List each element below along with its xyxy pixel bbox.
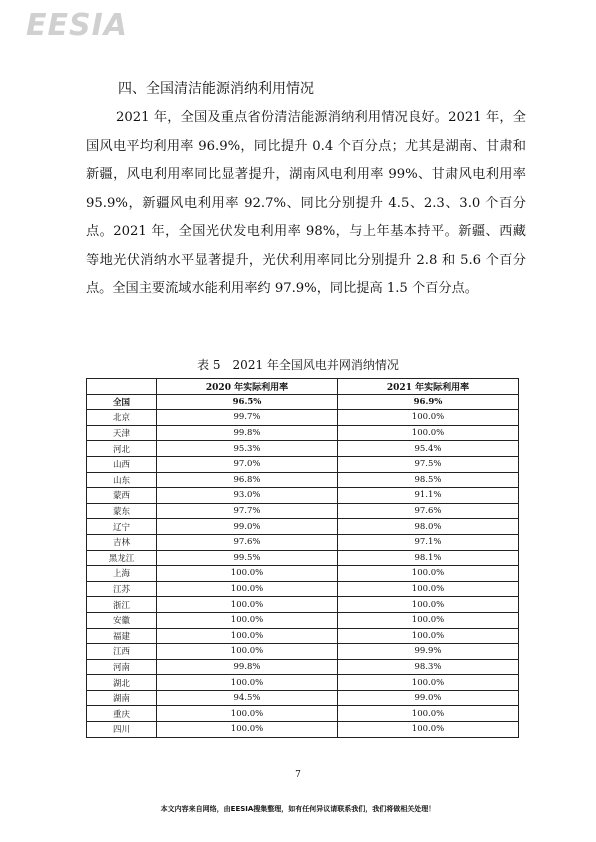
table-caption: 表 5 2021 年全国风电并网消纳情况 <box>197 358 399 372</box>
cell-2021: 96.9% <box>338 394 519 410</box>
table-row <box>87 488 519 504</box>
cell-region: 江西 <box>87 644 157 660</box>
cell-region: 天津 <box>87 425 157 441</box>
table-row <box>87 597 519 613</box>
table-row <box>87 425 519 441</box>
table-row <box>87 394 519 410</box>
table-row <box>87 503 519 519</box>
cell-2021: 98.0% <box>338 519 519 535</box>
cell-2021: 98.1% <box>338 550 519 566</box>
cell-region: 蒙东 <box>87 503 157 519</box>
cell-region: 山西 <box>87 456 157 472</box>
cell-2020: 96.8% <box>157 472 338 488</box>
cell-2020: 99.5% <box>157 550 338 566</box>
table-row <box>87 659 519 675</box>
cell-2020: 97.6% <box>157 534 338 550</box>
table-body <box>87 394 519 737</box>
table-row <box>87 550 519 566</box>
table-row <box>87 472 519 488</box>
cell-2021: 100.0% <box>338 722 519 738</box>
section-heading: 四、全国清洁能源消纳利用情况 <box>118 81 314 97</box>
table-row <box>87 690 519 706</box>
cell-region: 重庆 <box>87 706 157 722</box>
cell-region: 全国 <box>87 394 157 410</box>
cell-2021: 97.1% <box>338 534 519 550</box>
cell-region: 安徽 <box>87 612 157 628</box>
cell-region: 北京 <box>87 410 157 426</box>
cell-2021: 100.0% <box>338 675 519 691</box>
table-row <box>87 441 519 457</box>
cell-2020: 99.0% <box>157 519 338 535</box>
table-row <box>87 644 519 660</box>
cell-region: 山东 <box>87 472 157 488</box>
cell-region: 福建 <box>87 628 157 644</box>
footer-disclaimer: 本文内容来自网络，由EESIA搜集整理，如有任何异议请联系我们，我们将做相关处理！ <box>160 805 436 813</box>
cell-2021: 95.4% <box>338 441 519 457</box>
cell-2021: 98.5% <box>338 472 519 488</box>
body-paragraph <box>86 104 526 304</box>
cell-region: 河南 <box>87 659 157 675</box>
cell-2020: 100.0% <box>157 722 338 738</box>
table-row <box>87 410 519 426</box>
cell-2020: 100.0% <box>157 706 338 722</box>
cell-2020: 96.5% <box>157 394 338 410</box>
table-row <box>87 456 519 472</box>
header-region <box>87 379 157 395</box>
cell-2020: 100.0% <box>157 612 338 628</box>
cell-2021: 100.0% <box>338 581 519 597</box>
table-row <box>87 722 519 738</box>
cell-2020: 94.5% <box>157 690 338 706</box>
cell-region: 上海 <box>87 566 157 582</box>
cell-region: 四川 <box>87 722 157 738</box>
cell-2020: 99.8% <box>157 425 338 441</box>
table-row <box>87 628 519 644</box>
cell-2021: 100.0% <box>338 612 519 628</box>
cell-region: 河北 <box>87 441 157 457</box>
cell-2020: 100.0% <box>157 675 338 691</box>
header-2021: 2021 年实际利用率 <box>338 379 519 395</box>
header-2020: 2020 年实际利用率 <box>157 379 338 395</box>
cell-2021: 100.0% <box>338 628 519 644</box>
cell-2020: 97.7% <box>157 503 338 519</box>
cell-region: 浙江 <box>87 597 157 613</box>
cell-2021: 97.6% <box>338 503 519 519</box>
table-row <box>87 581 519 597</box>
body-paragraph-text: 2021 年，全国及重点省份清洁能源消纳利用情况良好。2021 年，全国风电平均利用率 96.9%，同比提升 0.4 个百分点；尤其是湖南、甘肃和新疆，风电利用率同比显著提升，湖南风电利用率 99%、甘肃风电利用率 95.9%，新疆风电利用率 92.7%、同比分别提升 4.5、2.3、3.0 个百分点。2021 年，全国光伏发电利用率 98%，与上年基本持平。新疆、西藏等地光伏消纳水平显著提升，光伏利用率同比分别提升 2.8 和 5.6 个百分点。全国主要流域水能利用率约 97.9%，同比提高 1.5 个百分点。 <box>86 110 526 296</box>
cell-region: 黑龙江 <box>87 550 157 566</box>
table-row <box>87 675 519 691</box>
cell-2020: 100.0% <box>157 644 338 660</box>
cell-2021: 99.0% <box>338 690 519 706</box>
cell-region: 湖南 <box>87 690 157 706</box>
cell-2021: 97.5% <box>338 456 519 472</box>
cell-2020: 97.0% <box>157 456 338 472</box>
cell-2020: 100.0% <box>157 628 338 644</box>
cell-2020: 100.0% <box>157 566 338 582</box>
cell-region: 蒙西 <box>87 488 157 504</box>
cell-2021: 100.0% <box>338 425 519 441</box>
table-header-row <box>87 379 519 395</box>
cell-region: 吉林 <box>87 534 157 550</box>
table-row <box>87 706 519 722</box>
wind-utilization-table <box>86 378 519 738</box>
table-row <box>87 612 519 628</box>
cell-region: 江苏 <box>87 581 157 597</box>
cell-2020: 99.7% <box>157 410 338 426</box>
cell-2020: 100.0% <box>157 581 338 597</box>
table-row <box>87 566 519 582</box>
table-row <box>87 519 519 535</box>
cell-2021: 100.0% <box>338 597 519 613</box>
cell-2020: 99.8% <box>157 659 338 675</box>
cell-2020: 95.3% <box>157 441 338 457</box>
cell-region: 辽宁 <box>87 519 157 535</box>
cell-2020: 93.0% <box>157 488 338 504</box>
cell-2021: 100.0% <box>338 706 519 722</box>
eesia-logo: EESIA <box>26 8 128 43</box>
cell-2021: 100.0% <box>338 566 519 582</box>
page-number: 7 <box>295 770 301 780</box>
cell-2021: 99.9% <box>338 644 519 660</box>
cell-region: 湖北 <box>87 675 157 691</box>
cell-2021: 91.1% <box>338 488 519 504</box>
cell-2020: 100.0% <box>157 597 338 613</box>
table-row <box>87 534 519 550</box>
cell-2021: 98.3% <box>338 659 519 675</box>
cell-2021: 100.0% <box>338 410 519 426</box>
